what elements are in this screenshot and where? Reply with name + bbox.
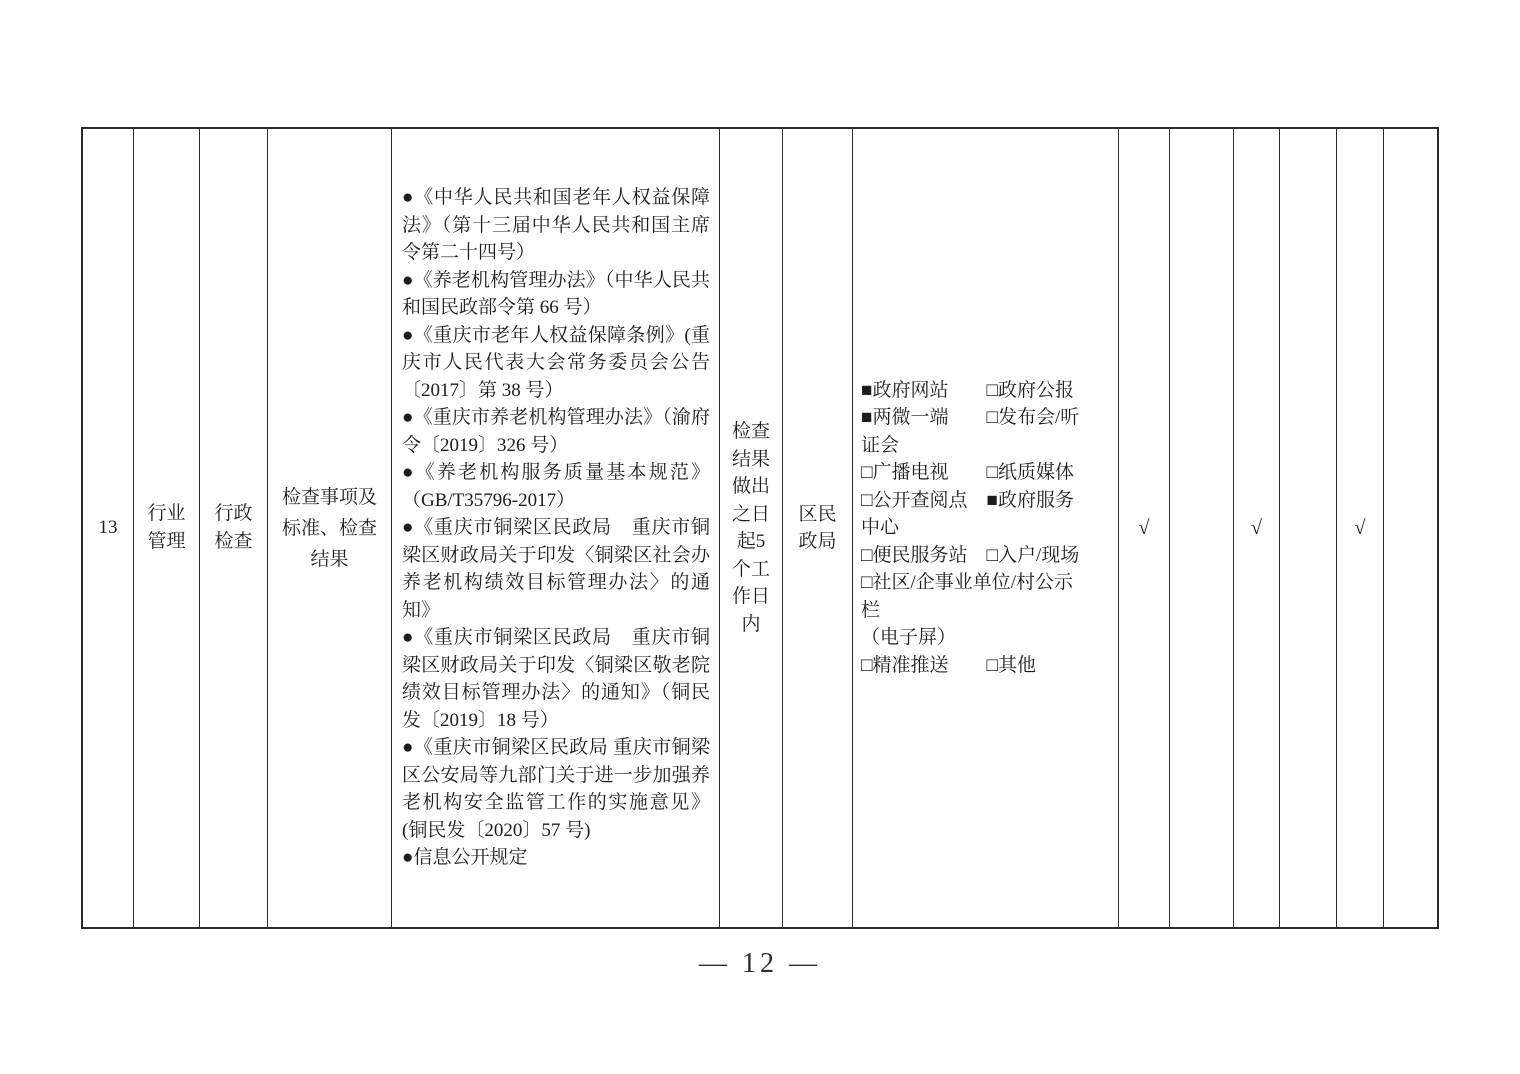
publicity-channels-cell [853, 129, 1119, 927]
inspection-type-cell [200, 129, 268, 927]
publicity-channel-line: □便民服务站 □入户/现场 [861, 544, 1080, 566]
publicity-channel-line: □社区/企事业单位/村公示 [861, 572, 1074, 594]
public-item-cell [268, 129, 392, 927]
legal-basis-item: ●《重庆市铜梁区民政局 重庆市铜梁区财政局关于印发〈铜梁区社会办养老机构绩效目标管理办法〉的通知》 [402, 517, 710, 621]
legal-basis-item: ●《养老机构服务质量基本规范》（GB/T35796-2017） [402, 462, 710, 511]
legal-basis-item: ●《重庆市铜梁区民政局 重庆市铜梁区公安局等九部门关于进一步加强养老机构安全监管工作的实施意见》(铜民发〔2020〕57 号) [402, 737, 710, 841]
page-number: — 12 — [699, 948, 821, 979]
legal-basis-item: ●《重庆市铜梁区民政局 重庆市铜梁区财政局关于印发〈铜梁区敬老院绩效目标管理办法〉的通知》（铜民发〔2019〕18 号） [402, 627, 710, 731]
publicity-channel-line: ■政府网站 □政府公报 [861, 379, 1074, 401]
check-cell-3 [1234, 129, 1280, 927]
check-mark: √ [1251, 516, 1262, 539]
check-mark: √ [1138, 516, 1150, 539]
inspection-disclosure-table [81, 127, 1439, 929]
check-cell-5 [1337, 129, 1384, 927]
row-number-cell [83, 129, 134, 927]
time-limit-text: 检查结果做出之日起5个工作日内 [731, 421, 770, 635]
check-mark: √ [1354, 516, 1366, 539]
publicity-channel-line: 栏 [861, 599, 881, 621]
publicity-channel-line: （电子屏） [861, 627, 957, 649]
check-cell-6 [1384, 129, 1439, 927]
publicity-channel-line: □公开查阅点 ■政府服务 [861, 489, 1074, 511]
publicity-channel-line: 中心 [861, 517, 900, 539]
category-label: 行业管理 [147, 503, 186, 552]
public-item-label: 检查事项及标准、检查结果 [281, 486, 377, 570]
department-cell [783, 129, 853, 927]
legal-basis-item: ●信息公开规定 [402, 847, 528, 869]
legal-basis-item: ●《养老机构管理办法》（中华人民共和国民政部令第 66 号） [402, 269, 710, 319]
legal-basis-item: ●《重庆市养老机构管理办法》（渝府令〔2019〕326 号） [402, 407, 710, 456]
legal-basis-item: ●《重庆市老年人权益保障条例》(重庆市人民代表大会常务委员会公告〔2017〕第 38 号） [402, 324, 710, 401]
publicity-channel-line: 证会 [861, 434, 900, 456]
row-number: 13 [98, 517, 118, 538]
publicity-channel-line: □广播电视 □纸质媒体 [861, 462, 1074, 484]
publicity-channel-line: □精准推送 □其他 [861, 654, 1036, 676]
check-cell-4 [1280, 129, 1337, 927]
category-cell [134, 129, 200, 927]
legal-basis-list [392, 184, 719, 872]
check-cell-2 [1170, 129, 1234, 927]
legal-basis-cell [392, 129, 720, 927]
department-name: 区民政局 [798, 503, 837, 552]
check-cell-1 [1119, 129, 1170, 927]
publicity-channel-line: ■两微一端 □发布会/听 [861, 407, 1080, 429]
legal-basis-item: ●《中华人民共和国老年人权益保障法》（第十三届中华人民共和国主席令第二十四号） [402, 187, 710, 264]
inspection-type-label: 行政检查 [214, 503, 253, 552]
publicity-channels-list [853, 377, 1118, 680]
time-limit-cell [720, 129, 783, 927]
